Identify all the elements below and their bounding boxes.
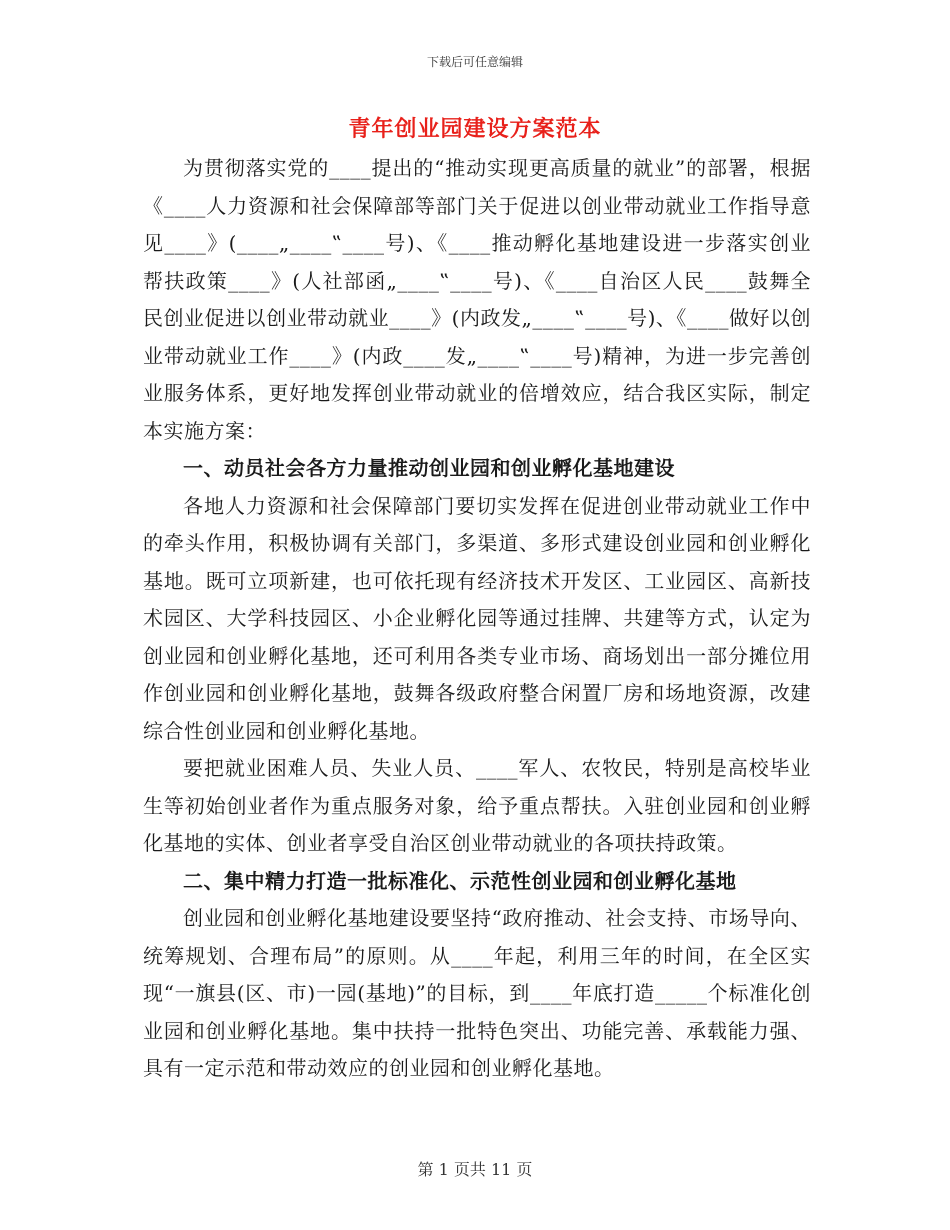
intro-paragraph: 为贯彻落实党的____提出的“推动实现更高质量的就业”的部署，根据《____人力资源和社会保障部等部门关于促进以创业带动就业工作指导意见____》(____„____‟____号)、《____推动孵化基地建设进一步落实创业帮扶政策____》(人社部函„____‟____号)、《____自治区人民____鼓舞全民创业促进以创业带动就业____》(内政发„____‟____号)、《____做好以创业带动就业工作____》(内政____发„____‟____号)精神，为进一步完善创业服务体系，更好地发挥创业带动就业的倍增效应，结合我区实际，制定本实施方案： [143,156,811,443]
paragraph-3: 创业园和创业孵化基地建设要坚持“政府推动、社会支持、市场导向、统筹规划、合理布局”的原则。从____年起，利用三年的时间，在全区实现“一旗县(区、市)一园(基地)”的目标，到____年底打造_____个标准化创业园和创业孵化基地。集中扶持一批特色突出、功能完善、承载能力强、具有一定示范和带动效应的创业园和创业孵化基地。 [143,906,811,1080]
page-footer: 第 1 页共 11 页 [417,1160,533,1179]
document-body [143,150,811,1088]
header-note: 下载后可任意编辑 [426,55,523,69]
paragraph-1: 各地人力资源和社会保障部门要切实发挥在促进创业带动就业工作中的牵头作用，积极协调有关部门，多渠道、多形式建设创业园和创业孵化基地。既可立项新建，也可依托现有经济技术开发区、工业园区、高新技术园区、大学科技园区、小企业孵化园等通过挂牌、共建等方式，认定为创业园和创业孵化基地，还可利用各类专业市场、商场划出一部分摊位用作创业园和创业孵化基地，鼓舞各级政府整合闲置厂房和场地资源，改建综合性创业园和创业孵化基地。 [143,493,811,743]
section-heading-2: 二、集中精力打造一批标准化、示范性创业园和创业孵化基地 [183,868,737,893]
section-heading-1: 一、动员社会各方力量推动创业园和创业孵化基地建设 [183,456,675,480]
document-title: 青年创业园建设方案范本 [348,117,602,142]
paragraph-2: 要把就业困难人员、失业人员、____军人、农牧民，特别是高校毕业生等初始创业者作为重点服务对象，给予重点帮扶。入驻创业园和创业孵化基地的实体、创业者享受自治区创业带动就业的各项扶持政策。 [143,756,811,855]
